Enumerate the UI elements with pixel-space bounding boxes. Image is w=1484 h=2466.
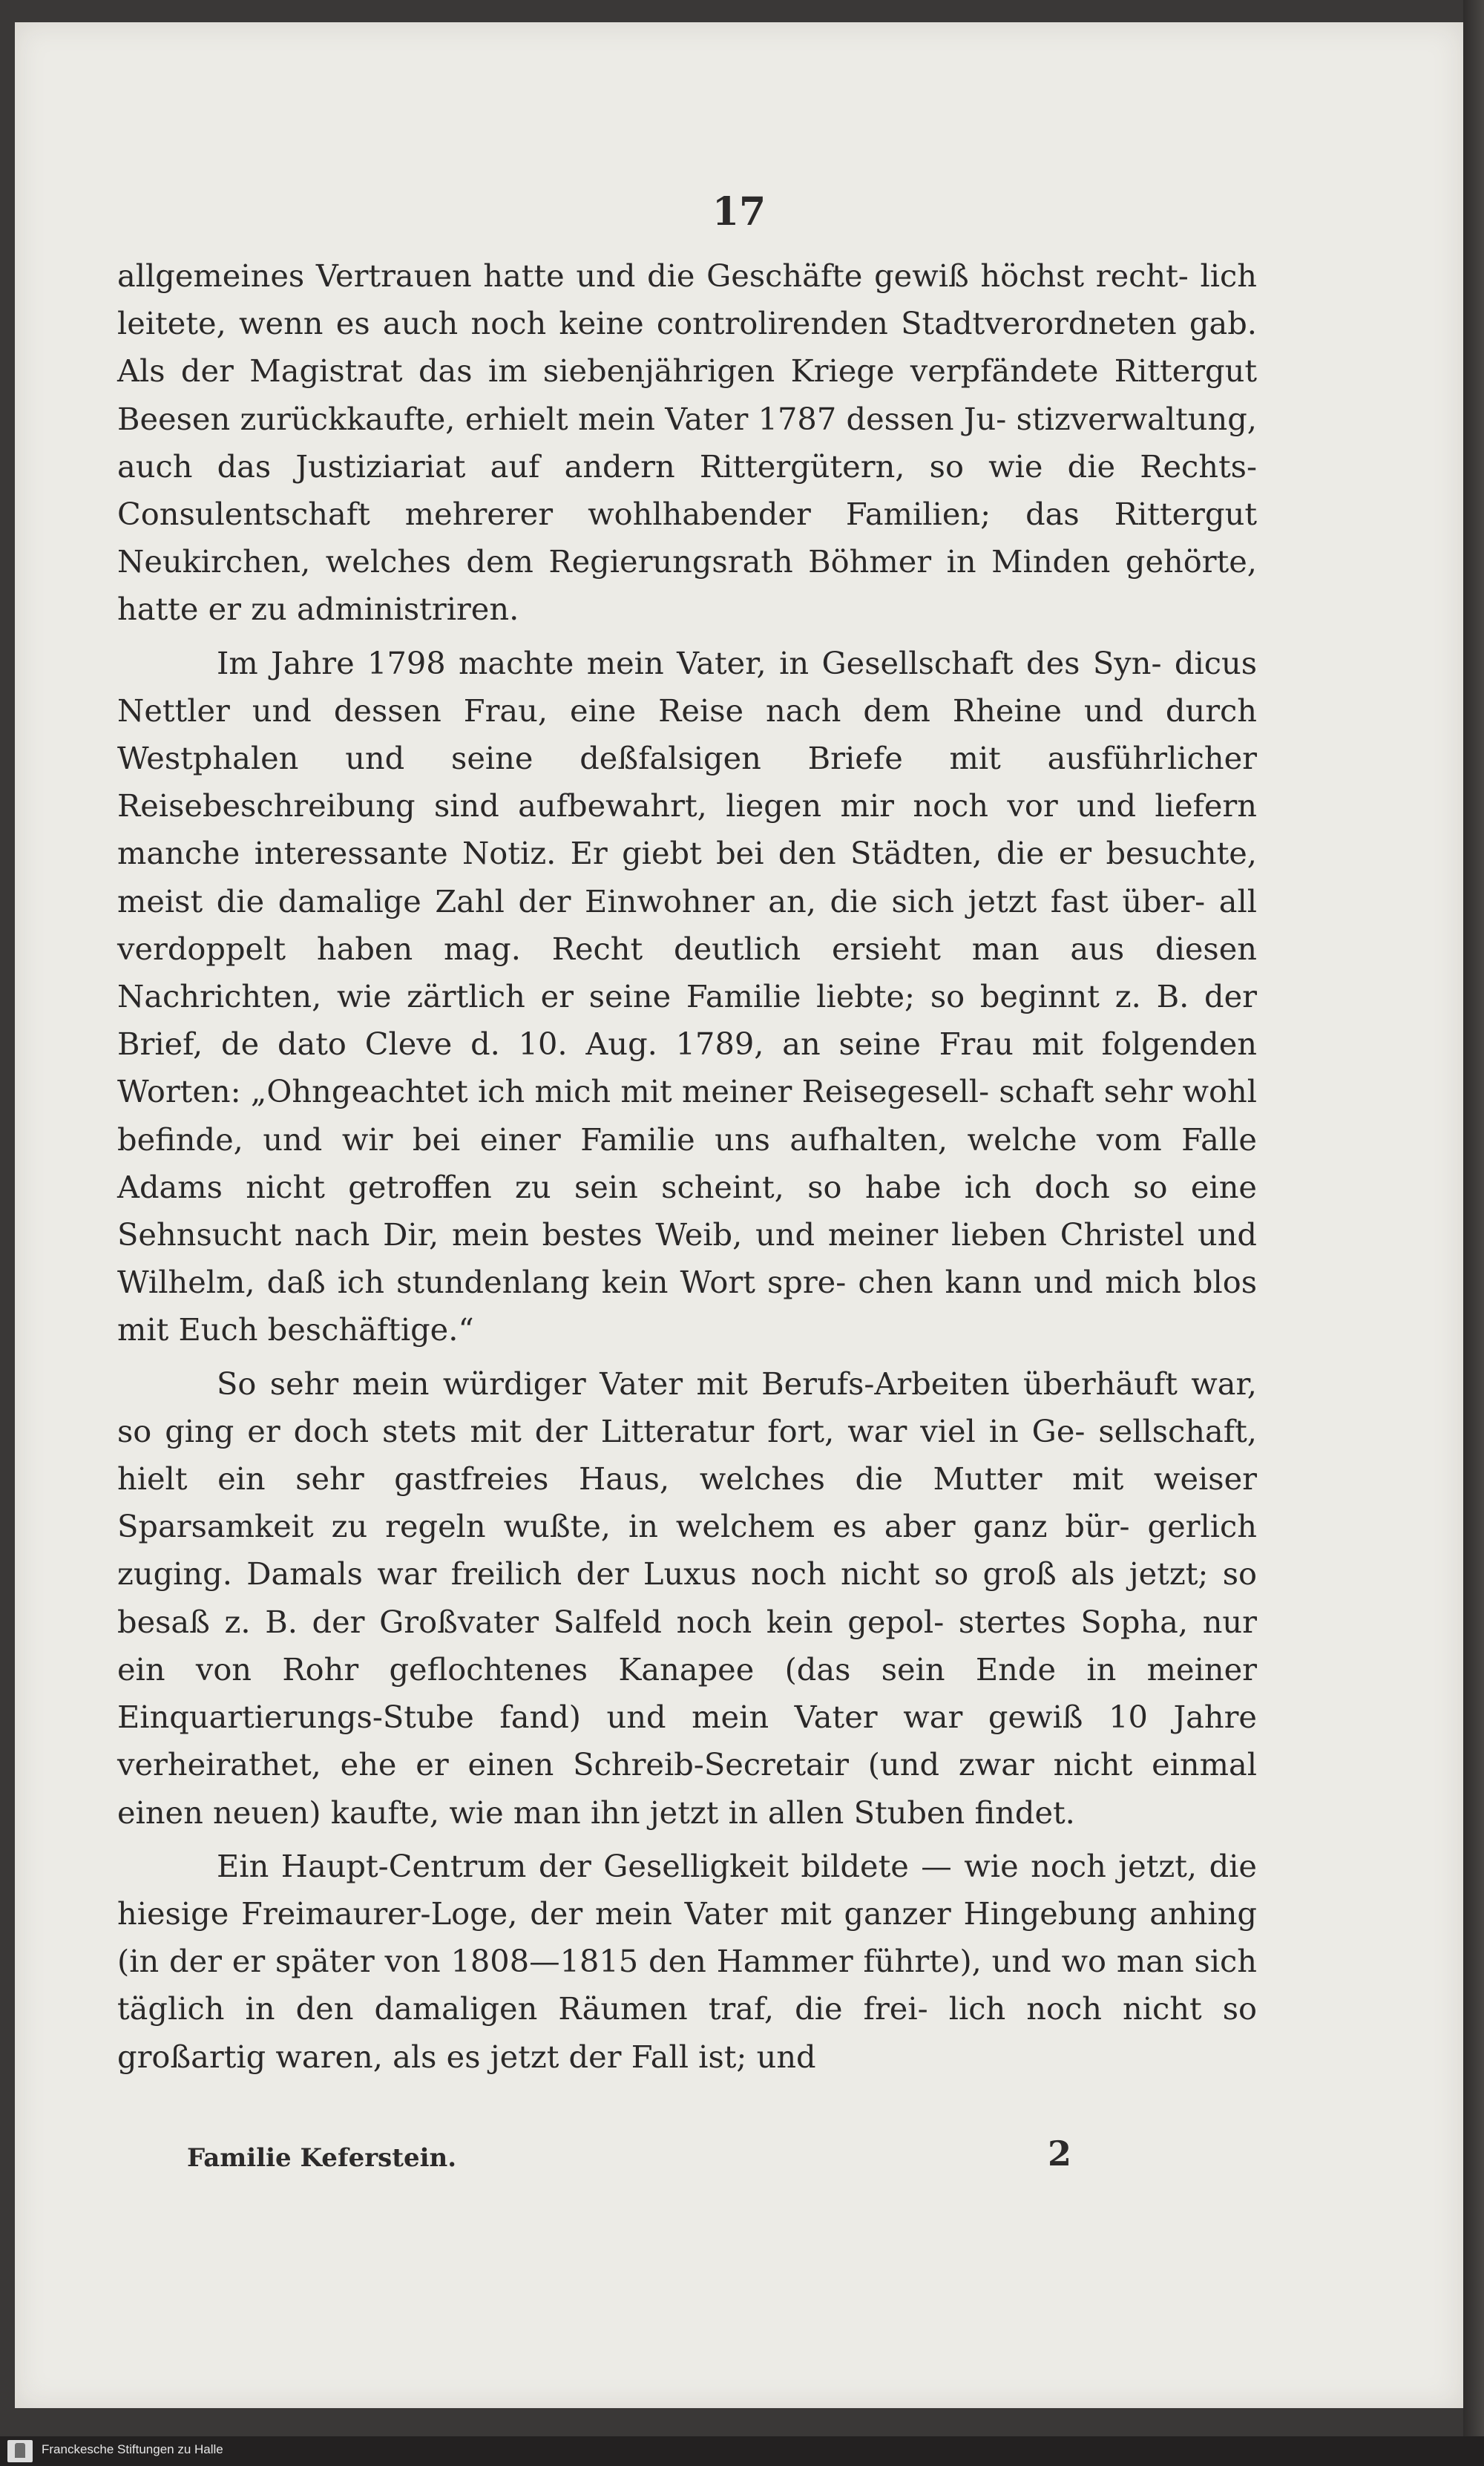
paragraph-3: So sehr mein würdiger Vater mit Berufs-Arbeiten überhäuft war, so ging er doch stets mit der Litteratur fort, war viel in Ge- sellschaft, hielt ein sehr gastfreies Haus, welches die Mutter mit weiser Sparsamkeit zu regeln wußte, in welchem es aber ganz bür- gerlich zuging. Damals war freilich der Luxus noch nicht so groß als jetzt; so besaß z. B. der Großvater Salfeld noch kein gepol- stertes Sopha, nur ein von Rohr geflochtenes Kanapee (das sein Ende in meiner Einquartierungs-Stube fand) und mein Vater war gewiß 10 Jahre verheirathet, ehe er einen Schreib-Secretair (und zwar nicht einmal einen neuen) kaufte, wie man ihn jetzt in allen Stuben findet. — [117, 1365, 1257, 1831]
institution-name: Franckesche Stiftungen zu Halle — [42, 2442, 223, 2456]
paragraph-1: allgemeines Vertrauen hatte und die Geschäfte gewiß höchst recht- lich leitete, wenn es auch noch keine controlirenden Stadtverordneten gab. Als der Magistrat das im siebenjährigen Kriege verpfändete Rittergut Beesen zurückkaufte, erhielt mein Vater 1787 dessen Ju- stizverwaltung, auch das Justiziariat auf andern Rittergütern, so wie die Rechts-Consulentschaft mehrerer wohlhabender Familien; das Rittergut Neukirchen, welches dem Regierungsrath Böhmer in Minden gehörte, hatte er zu administriren. — [117, 258, 1257, 628]
institution-logo-icon — [7, 2440, 33, 2462]
page-edge — [1463, 0, 1484, 2466]
viewer-footer-bar — [0, 2436, 1484, 2466]
paragraph-4: Ein Haupt-Centrum der Geselligkeit bildete — wie noch jetzt, die hiesige Freimaurer-Loge, der mein Vater mit ganzer Hingebung anhing (in der er später von 1808—1815 den Hammer führte), und wo man sich täglich in den damaligen Räumen traf, die frei- lich noch nicht so großartig waren, als es jetzt der Fall ist; und — [117, 1847, 1257, 2075]
footer-title: Familie Keferstein. — [187, 2143, 457, 2173]
book-page — [15, 22, 1463, 2408]
signature-mark: 2 — [1048, 2134, 1072, 2174]
page-number: 17 — [712, 189, 766, 235]
body-text — [117, 252, 1257, 2081]
paragraph-2: Im Jahre 1798 machte mein Vater, in Gesellschaft des Syn- dicus Nettler und dessen Frau, eine Reise nach dem Rheine und durch Westphalen und seine deßfalsigen Briefe mit ausführlicher Reisebeschreibung sind aufbewahrt, liegen mir noch vor und liefern manche interessante Notiz. Er giebt bei den Städten, die er besuchte, meist die damalige Zahl der Einwohner an, die sich jetzt fast über- all verdoppelt haben mag. Recht deutlich ersieht man aus diesen Nachrichten, wie zärtlich er seine Familie liebte; so beginnt z. B. der Brief, de dato Cleve d. 10. Aug. 1789, an seine Frau mit folgenden Worten: „Ohngeachtet ich mich mit meiner Reisegesell- schaft sehr wohl befinde, und wir bei einer Familie uns aufhalten, welche vom Falle Adams nicht getroffen zu sein scheint, so habe ich doch so eine Sehnsucht nach Dir, mein bestes Weib, und meiner lieben Christel und Wilhelm, daß ich stundenlang kein Wort spre- chen kann und mich blos mit Euch beschäftige.“ — [117, 644, 1257, 1348]
